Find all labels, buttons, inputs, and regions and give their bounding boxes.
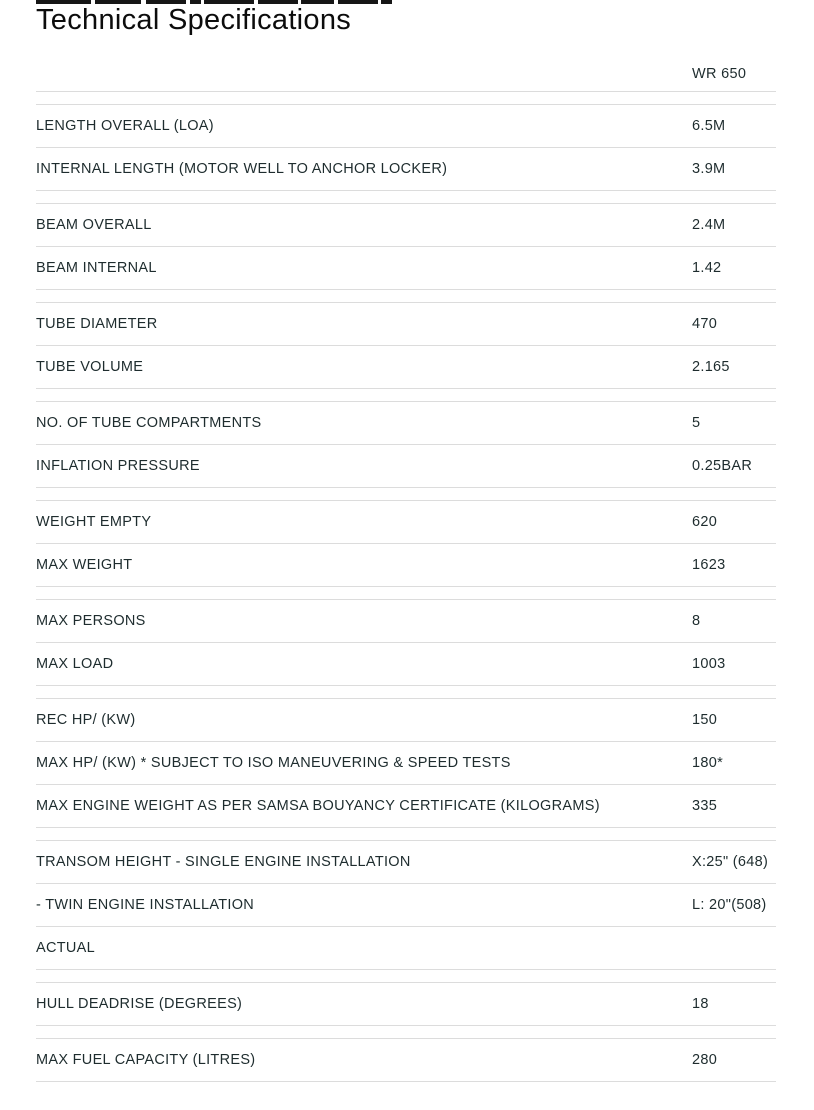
spec-value: 335	[692, 798, 718, 814]
cropped-glyph-fragment	[381, 0, 392, 4]
spec-label: WEIGHT EMPTY	[36, 514, 152, 530]
model-column-header: WR 650	[692, 66, 747, 82]
group-separator	[36, 389, 776, 402]
table-row	[36, 402, 776, 445]
spec-label: TUBE DIAMETER	[36, 316, 158, 332]
spec-label: INTERNAL LENGTH (MOTOR WELL TO ANCHOR LOCKER)	[36, 161, 448, 177]
group-separator	[36, 191, 776, 204]
spec-value: 180*	[692, 755, 724, 771]
table-row	[36, 983, 776, 1026]
spec-table-body	[36, 92, 776, 1082]
group-separator	[36, 686, 776, 699]
spec-value: 620	[692, 514, 718, 530]
spec-label: MAX LOAD	[36, 656, 114, 672]
cropped-glyph-fragment	[36, 0, 91, 4]
spec-value: 1003	[692, 656, 726, 672]
group-separator	[36, 488, 776, 501]
table-row	[36, 105, 776, 148]
spec-value: L: 20"(508)	[692, 897, 767, 913]
spec-label: MAX PERSONS	[36, 613, 146, 629]
table-row	[36, 1039, 776, 1082]
cropped-glyph-fragment	[338, 0, 378, 4]
group-separator	[36, 92, 776, 105]
table-row	[36, 204, 776, 247]
spec-value: 6.5M	[692, 118, 726, 134]
spec-value: 470	[692, 316, 718, 332]
group-separator	[36, 828, 776, 841]
spec-table	[36, 37, 776, 1082]
spec-value: 280	[692, 1052, 718, 1068]
cropped-glyph-fragment	[258, 0, 298, 4]
spec-value: 18	[692, 996, 709, 1012]
table-row	[36, 247, 776, 290]
spec-value: 8	[692, 613, 701, 629]
cropped-glyph-fragment	[190, 0, 201, 4]
table-row	[36, 884, 776, 927]
spec-label: MAX FUEL CAPACITY (LITRES)	[36, 1052, 256, 1068]
page-title: Technical Specifications	[36, 4, 352, 36]
table-row	[36, 501, 776, 544]
table-row	[36, 785, 776, 828]
spec-value: X:25" (648)	[692, 854, 769, 870]
spec-label: INFLATION PRESSURE	[36, 458, 200, 474]
group-separator	[36, 970, 776, 983]
table-row	[36, 346, 776, 389]
table-row	[36, 699, 776, 742]
table-row	[36, 445, 776, 488]
spec-label: BEAM INTERNAL	[36, 260, 157, 276]
cropped-glyph-fragment	[301, 0, 334, 4]
table-row	[36, 742, 776, 785]
spec-value: 2.165	[692, 359, 730, 375]
cropped-glyph-fragment	[146, 0, 186, 4]
spec-label: TUBE VOLUME	[36, 359, 144, 375]
group-separator	[36, 587, 776, 600]
table-row	[36, 544, 776, 587]
group-separator	[36, 1026, 776, 1039]
group-separator	[36, 290, 776, 303]
spec-value: 2.4M	[692, 217, 726, 233]
spec-value: 1.42	[692, 260, 722, 276]
spec-label: LENGTH OVERALL (LOA)	[36, 118, 214, 134]
spec-table-header	[36, 37, 776, 92]
spec-label: REC HP/ (KW)	[36, 712, 136, 728]
table-row	[36, 148, 776, 191]
spec-label: MAX ENGINE WEIGHT AS PER SAMSA BOUYANCY CERTIFICATE (KILOGRAMS)	[36, 798, 600, 814]
table-row	[36, 927, 776, 970]
spec-label: BEAM OVERALL	[36, 217, 152, 233]
spec-value: 3.9M	[692, 161, 726, 177]
spec-label: MAX WEIGHT	[36, 557, 133, 573]
cropped-glyph-fragment	[95, 0, 141, 4]
spec-label: MAX HP/ (KW) * SUBJECT TO ISO MANEUVERING & SPEED TESTS	[36, 755, 511, 771]
spec-value: 0.25BAR	[692, 458, 753, 474]
table-row	[36, 303, 776, 346]
cropped-glyph-fragment	[204, 0, 254, 4]
spec-label: TRANSOM HEIGHT - SINGLE ENGINE INSTALLATION	[36, 854, 411, 870]
spec-value: 1623	[692, 557, 726, 573]
spec-value: 150	[692, 712, 718, 728]
spec-label: HULL DEADRISE (DEGREES)	[36, 996, 243, 1012]
spec-label: NO. OF TUBE COMPARTMENTS	[36, 415, 262, 431]
spec-label: - TWIN ENGINE INSTALLATION	[36, 897, 255, 913]
spec-label: ACTUAL	[36, 940, 96, 956]
table-row	[36, 841, 776, 884]
table-row	[36, 643, 776, 686]
spec-value: 5	[692, 415, 701, 431]
table-row	[36, 600, 776, 643]
